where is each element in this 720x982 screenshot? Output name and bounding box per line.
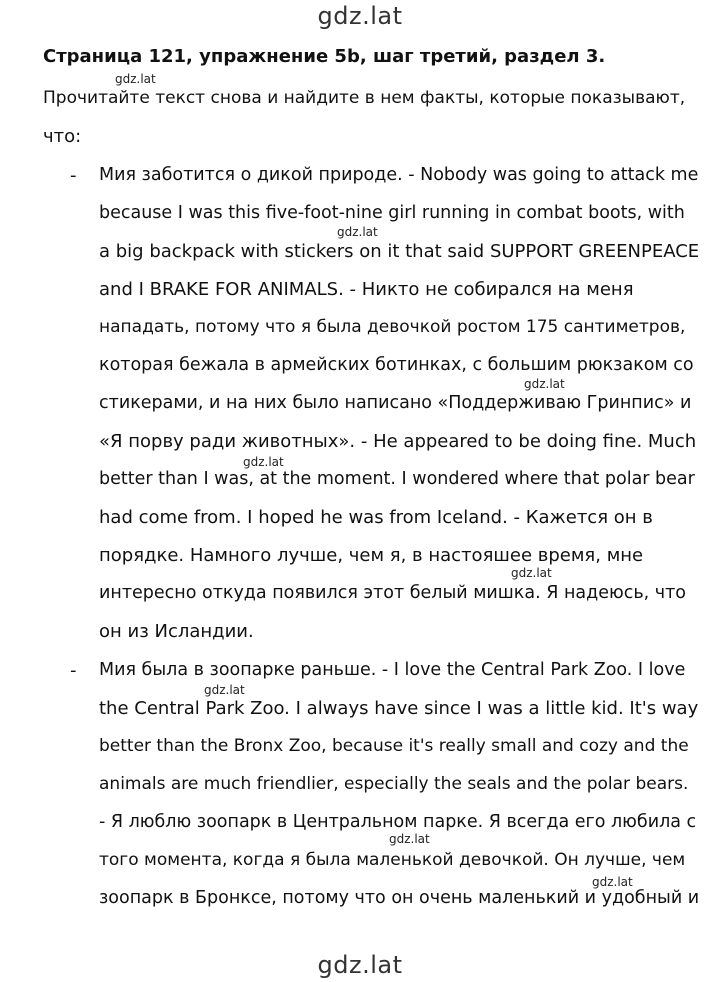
item-1-line: better than I was, at the moment. I wondered where that polar bear [99, 469, 695, 489]
item-2-line: Мия была в зоопарке раньше. - I love the Central Park Zoo. I love [99, 660, 686, 680]
watermark-small: gdz.lat [389, 832, 430, 846]
item-1-line: он из Исландии. [99, 621, 254, 642]
item-2-line: better than the Bronx Zoo, because it's really small and cozy and the [99, 736, 689, 756]
page-heading: Страница 121, упражнение 5b, шаг третий, раздел 3. [43, 46, 606, 67]
item-1-line: and I BRAKE FOR ANIMALS. - Никто не собирался на меня [99, 279, 634, 300]
item-2-line: animals are much friendlier, especially the seals and the polar bears. [99, 774, 689, 794]
item-1-line: нападать, потому что я была девочкой ростом 175 сантиметров, [99, 317, 686, 337]
watermark-small: gdz.lat [511, 566, 552, 580]
item-1-line: стикерами, и на них было написано «Поддерживаю Гринпис» и [99, 393, 692, 413]
item-1-line: «Я порву ради животных». - He appeared to be doing fine. Much [99, 431, 697, 452]
watermark-small: gdz.lat [524, 377, 565, 391]
watermark-small: gdz.lat [337, 225, 378, 239]
watermark-top: gdz.lat [317, 2, 403, 30]
item-1-line: порядке. Намного лучше, чем я, в настояшее время, мне [99, 545, 644, 566]
watermark-small: gdz.lat [115, 72, 156, 86]
watermark-small: gdz.lat [592, 875, 633, 889]
item-1-line: Мия заботится о дикой природе. - Nobody was going to attack me [99, 165, 699, 185]
watermark-small: gdz.lat [204, 683, 245, 697]
item-1-line: интересно откуда появился этот белый мишка. Я надеюсь, что [99, 583, 687, 603]
intro-line: Прочитайте текст снова и найдите в нем факты, которые показывают, [43, 88, 686, 108]
item-2-line: the Central Park Zoo. I always have since I was a little kid. It's way [99, 698, 699, 719]
item-2-line: зоопарк в Бронксе, потому что он очень маленький и удобный и [99, 888, 700, 908]
item-2-line: - Я люблю зоопарк в Центральном парке. Я всегда его любила с [99, 812, 697, 832]
watermark-bottom: gdz.lat [317, 951, 403, 979]
bullet-dash: - [70, 660, 77, 681]
item-1-line: had come from. I hoped he was from Iceland. - Кажется он в [99, 507, 653, 528]
bullet-dash: - [70, 165, 77, 186]
intro-line: что: [43, 126, 82, 147]
item-1-line: a big backpack with stickers on it that said SUPPORT GREENPEACE [99, 241, 700, 262]
watermark-small: gdz.lat [243, 455, 284, 469]
item-1-line: которая бежала в армейских ботинках, с большим рюкзаком со [99, 355, 694, 375]
item-2-line: того момента, когда я была маленькой девочкой. Он лучше, чем [99, 850, 686, 870]
item-1-line: because I was this five-foot-nine girl running in combat boots, with [99, 203, 685, 223]
